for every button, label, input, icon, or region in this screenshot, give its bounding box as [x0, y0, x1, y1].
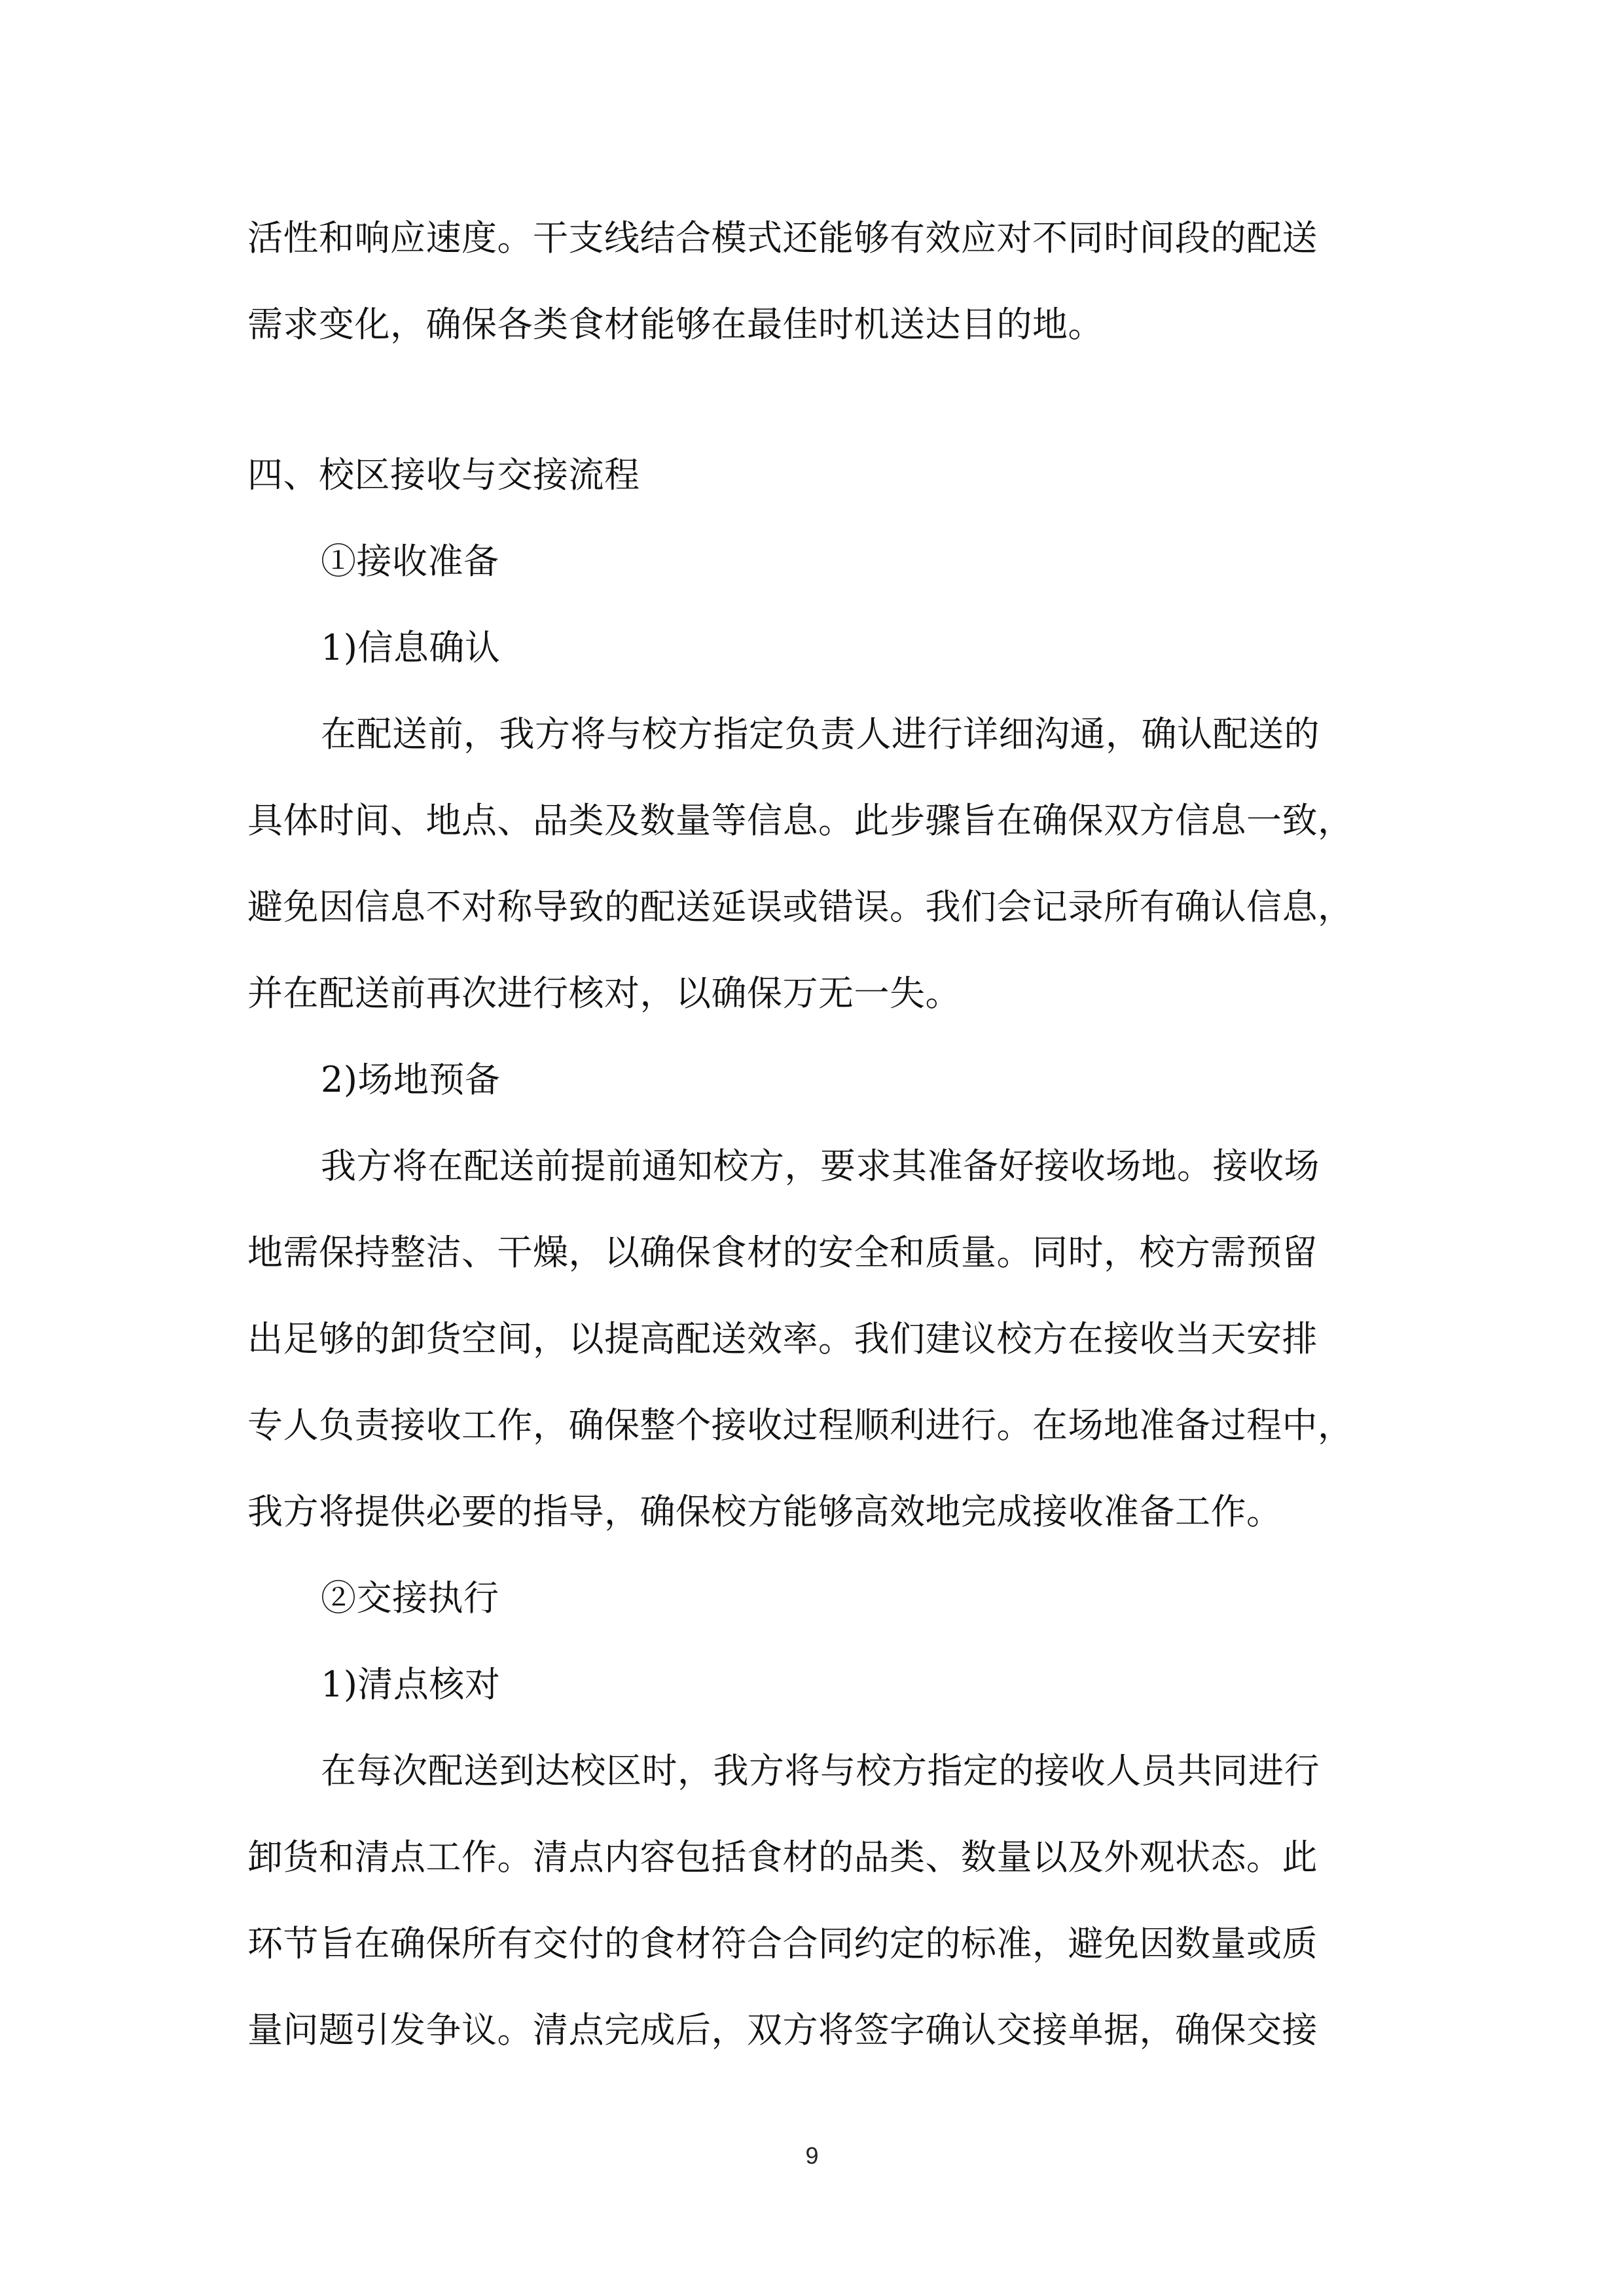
- body-text-line: 卸货和清点工作。清点内容包括食材的品类、数量以及外观状态。此: [247, 1837, 1318, 1878]
- body-text-line: 我方将提供必要的指导，确保校方能够高效地完成接收准备工作。: [247, 1491, 1282, 1532]
- body-text-line: 专人负责接收工作，确保整个接收过程顺利进行。在场地准备过程中，: [247, 1405, 1354, 1446]
- body-text-line: 活性和响应速度。干支线结合模式还能够有效应对不同时间段的配送: [247, 217, 1318, 259]
- item-heading: 1)信息确认: [321, 627, 501, 668]
- subsection-heading: ②交接执行: [321, 1577, 499, 1619]
- item-heading: 1)清点核对: [321, 1664, 501, 1705]
- body-text-line: 环节旨在确保所有交付的食材符合合同约定的标准，避免因数量或质: [247, 1923, 1318, 1964]
- body-text-line: 避免因信息不对称导致的配送延误或错误。我们会记录所有确认信息，: [247, 886, 1354, 927]
- body-text-line: 出足够的卸货空间，以提高配送效率。我们建议校方在接收当天安排: [247, 1318, 1318, 1359]
- body-text-line: 量问题引发争议。清点完成后，双方将签字确认交接单据，确保交接: [247, 2009, 1318, 2051]
- subsection-heading: ①接收准备: [321, 541, 499, 582]
- body-text-line: 并在配送前再次进行核对，以确保万无一失。: [247, 973, 961, 1014]
- item-heading: 2)场地预备: [321, 1059, 501, 1100]
- body-text-line: 我方将在配送前提前通知校方，要求其准备好接收场地。接收场: [321, 1145, 1320, 1187]
- body-text-line: 具体时间、地点、品类及数量等信息。此步骤旨在确保双方信息一致，: [247, 800, 1354, 841]
- page-number: 9: [805, 2142, 819, 2169]
- body-text-line: 需求变化，确保各类食材能够在最佳时机送达目的地。: [247, 304, 1104, 345]
- body-text-line: 在配送前，我方将与校方指定负责人进行详细沟通，确认配送的: [321, 713, 1320, 755]
- section-heading: 四、校区接收与交接流程: [247, 454, 640, 495]
- body-text-line: 地需保持整洁、干燥，以确保食材的安全和质量。同时，校方需预留: [247, 1232, 1318, 1273]
- body-text-line: 在每次配送到达校区时，我方将与校方指定的接收人员共同进行: [321, 1750, 1320, 1791]
